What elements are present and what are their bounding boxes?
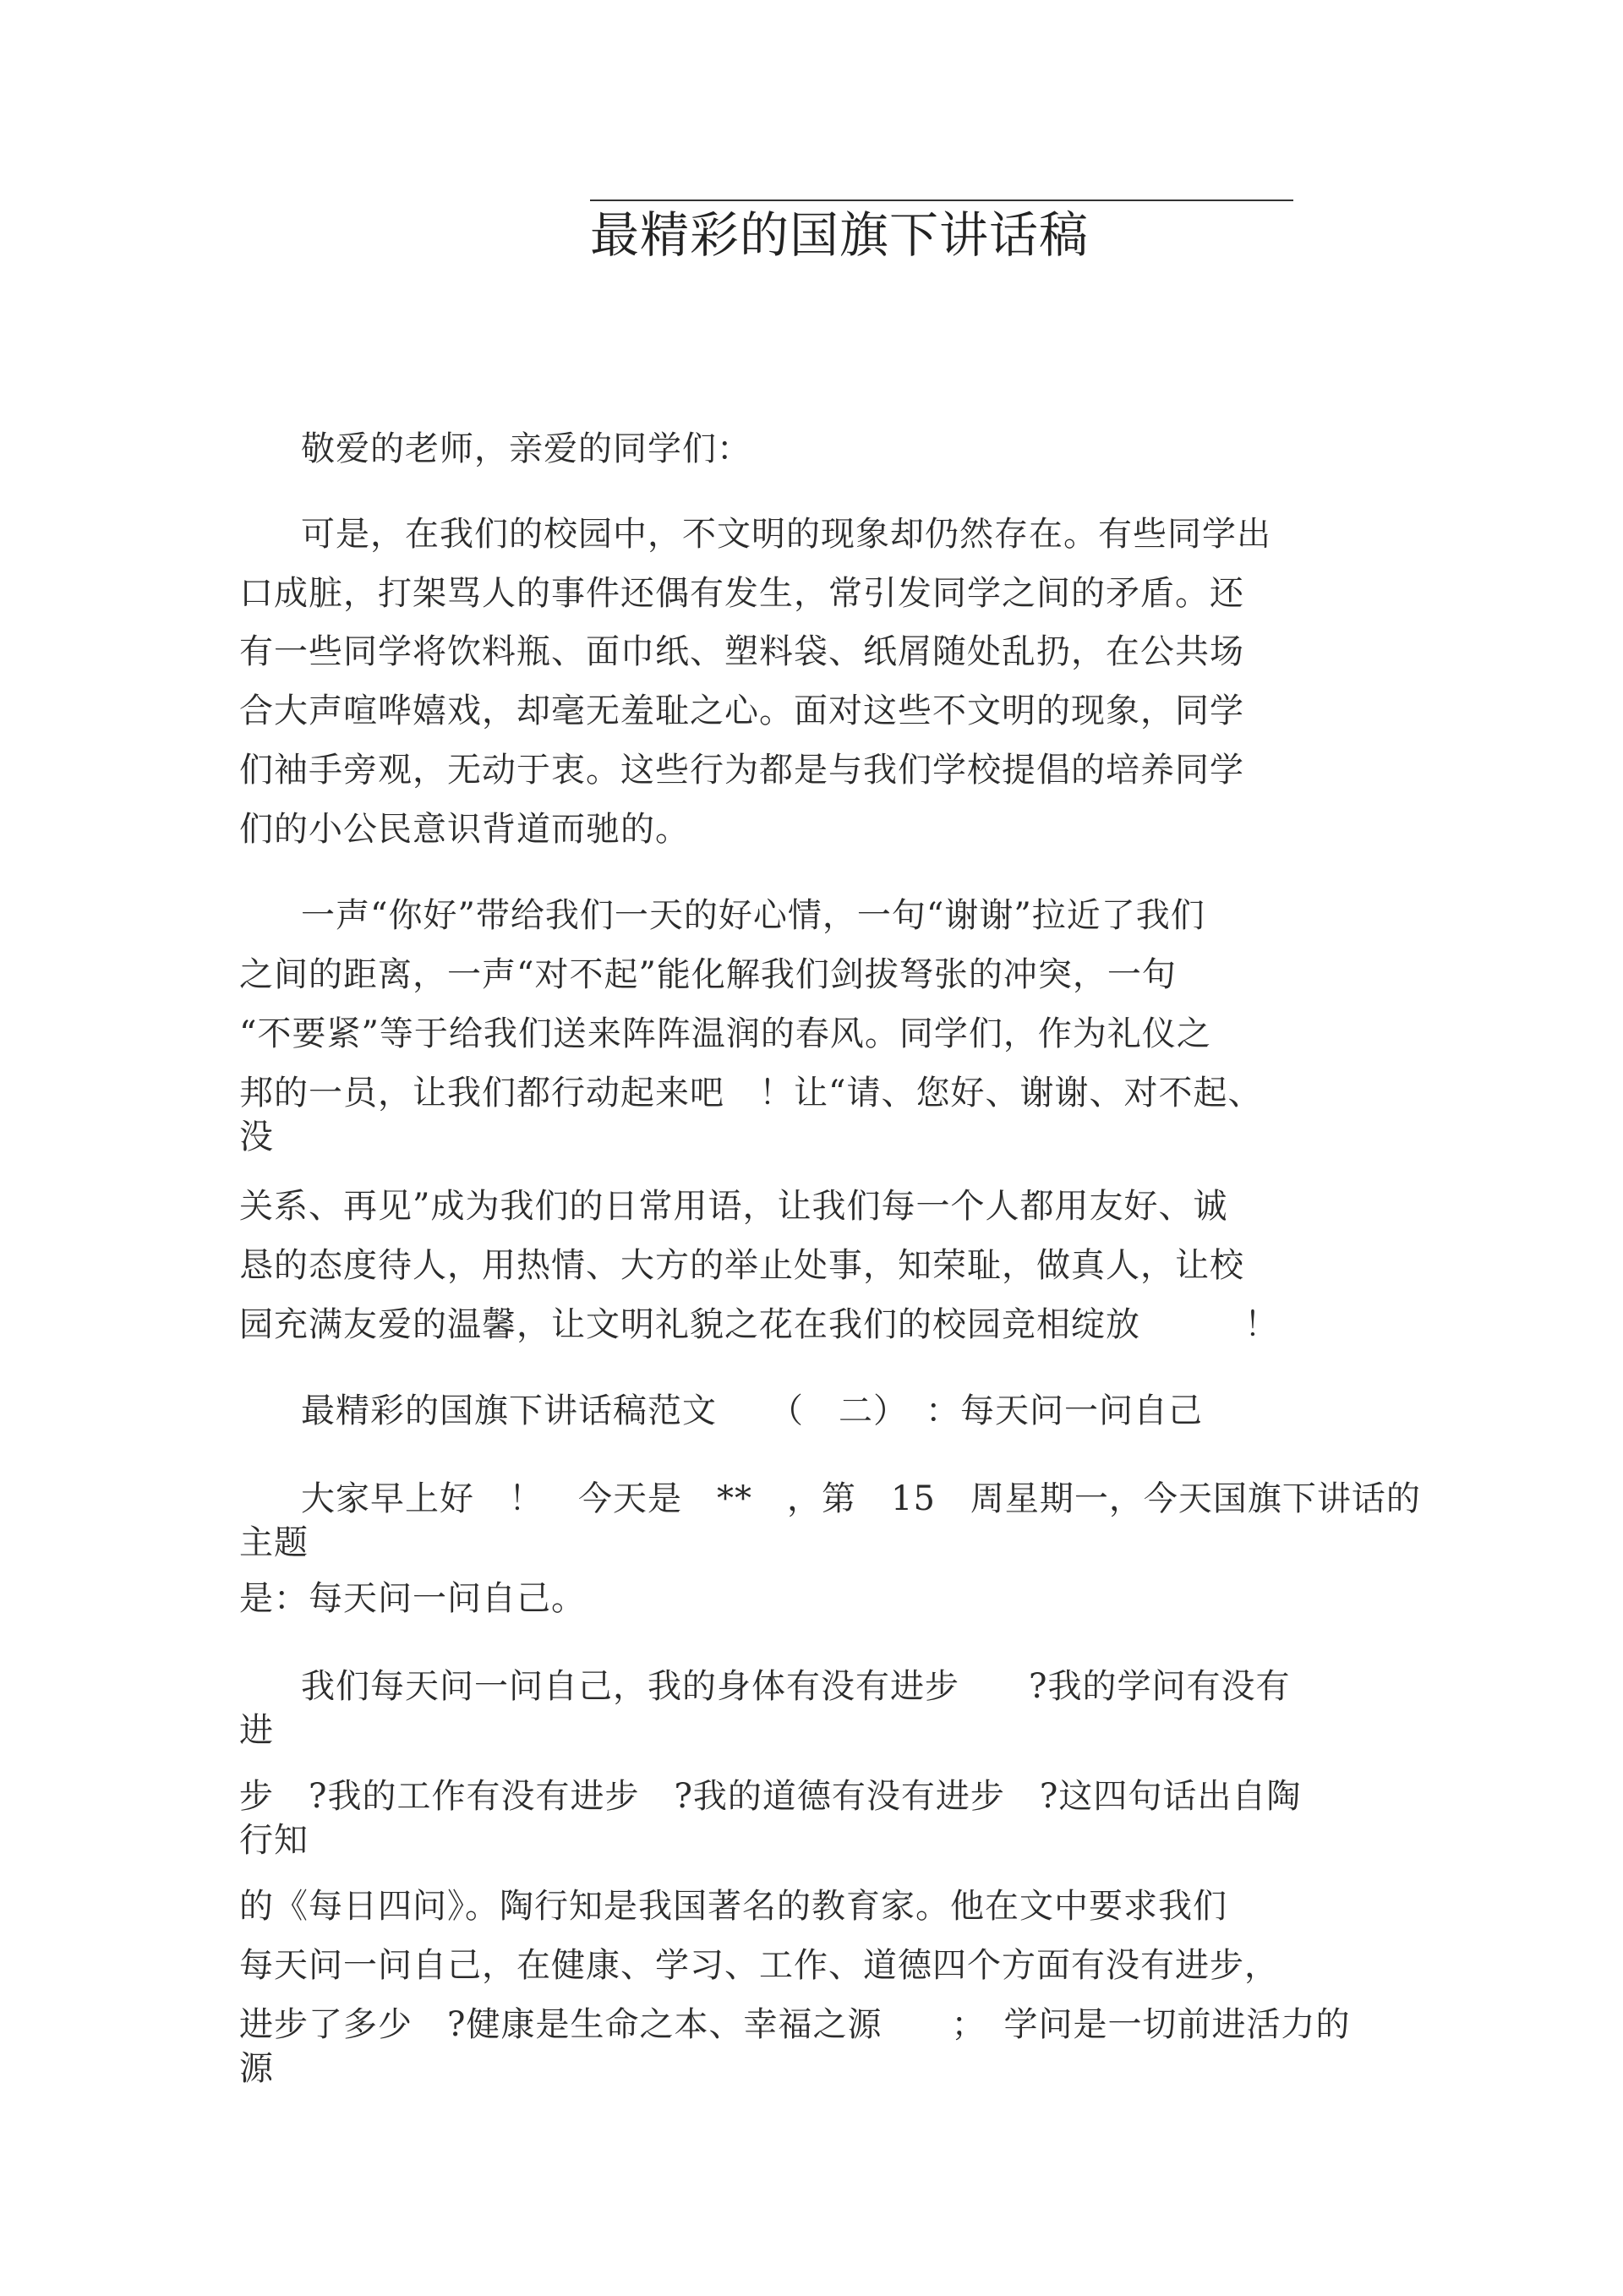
body-line: 们的小公民意识背道而驰的。	[239, 810, 690, 849]
body-line: 一声“你好”带给我们一天的好心情，一句“谢谢”拉近了我们	[301, 896, 1205, 935]
body-line: 进步了多少 ?健康是生命之本、幸福之源 ； 学问是一切前进活力的	[239, 2005, 1351, 2044]
body-line: 步 ?我的工作有没有进步 ?我的道德有没有进步 ?这四句话出自陶	[239, 1777, 1302, 1816]
section-heading: 最精彩的国旗下讲话稿范文 （ 二） ：每天问一问自己	[301, 1391, 1203, 1430]
body-line: 没	[239, 1118, 274, 1156]
body-line: 有一些同学将饮料瓶、面巾纸、塑料袋、纸屑随处乱扔，在公共场	[239, 632, 1244, 671]
body-line: 们袖手旁观，无动于衷。这些行为都是与我们学校提倡的培养同学	[239, 751, 1244, 790]
body-line: “不要紧”等于给我们送来阵阵温润的春风。同学们，作为礼仪之	[239, 1014, 1211, 1053]
body-line: 是：每天问一问自己。	[239, 1579, 586, 1618]
body-line: 可是，在我们的校园中，不文明的现象却仍然存在。有些同学出	[301, 515, 1271, 554]
body-line: 关系、再见”成为我们的日常用语，让我们每一个人都用友好、诚	[239, 1187, 1228, 1226]
body-line: 的《每日四问》。陶行知是我国著名的教育家。他在文中要求我们	[239, 1887, 1227, 1926]
body-line: 我们每天问一问自己，我的身体有没有进步 ?我的学问有没有	[301, 1667, 1291, 1706]
body-line: 每天问一问自己，在健康、学习、工作、道德四个方面有没有进步，	[239, 1946, 1279, 1985]
greeting-line: 敬爱的老师，亲爱的同学们：	[301, 429, 751, 468]
body-line: 合大声喧哗嬉戏，却毫无羞耻之心。面对这些不文明的现象，同学	[239, 692, 1244, 730]
body-line: 邦的一员，让我们都行动起来吧 ！让“请、您好、谢谢、对不起、	[239, 1074, 1263, 1112]
body-line: 口成脏，打架骂人的事件还偶有发生，常引发同学之间的矛盾。还	[239, 574, 1244, 613]
body-line: 进	[239, 1711, 274, 1750]
body-line: 大家早上好 ！ 今天是 ** ，第 15 周星期一，今天国旗下讲话的	[301, 1479, 1421, 1518]
page-title: 最精彩的国旗下讲话稿	[590, 206, 1090, 264]
body-line: 恳的态度待人，用热情、大方的举止处事，知荣耻，做真人，让校	[239, 1246, 1244, 1285]
title-rule	[590, 200, 1293, 201]
body-line: 园充满友爱的温馨，让文明礼貌之花在我们的校园竞相绽放 ！	[239, 1305, 1279, 1344]
body-line: 主题	[239, 1523, 309, 1562]
body-line: 行知	[239, 1821, 309, 1860]
body-line: 源	[239, 2049, 274, 2088]
body-line: 之间的距离，一声“对不起”能化解我们剑拔弩张的冲突，一句	[239, 955, 1177, 994]
